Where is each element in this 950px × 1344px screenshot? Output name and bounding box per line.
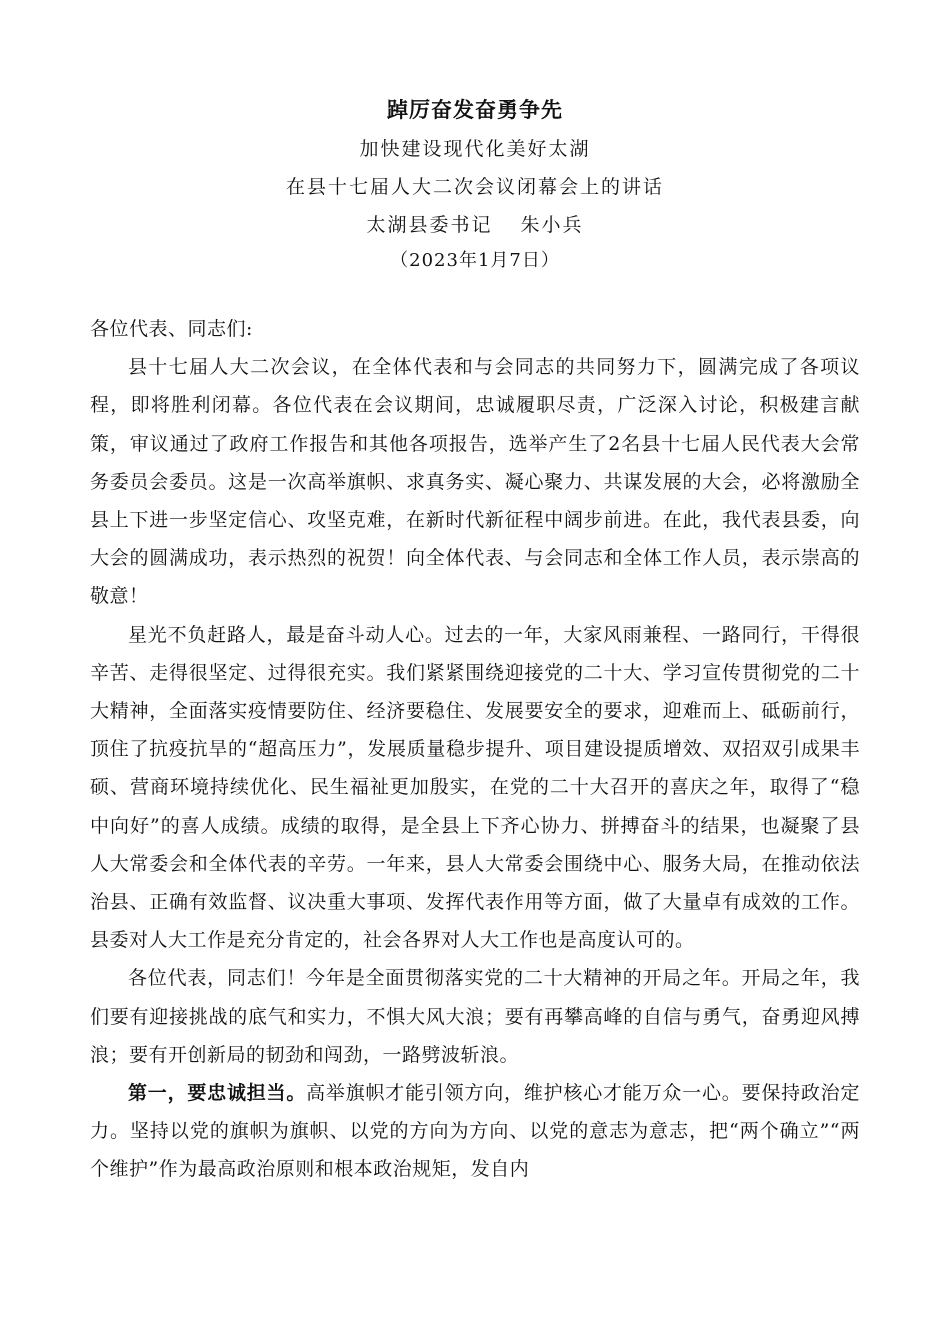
author-role: 太湖县委书记 [366,214,493,236]
paragraph-1: 县十七届人大二次会议，在全体代表和与会同志的共同努力下，圆满完成了各项议程，即将胜利闭幕。各位代表在会议期间，忠诚履职尽责，广泛深入讨论，积极建言献策，审议通过了政府工作报告和其他各项报告，选举产生了2名县十七届人民代表大会常务委员会委员。这是一次高举旗帜、求真务实、凝心聚力、共谋发展的大会，必将激励全县上下进一步坚定信心、攻坚克难，在新时代新征程中阔步前进。在此，我代表县委，向大会的圆满成功，表示热烈的祝贺！向全体代表、与会同志和全体工作人员，表示崇高的敬意！ [90,356,860,608]
paragraph-3: 各位代表，同志们！今年是全面贯彻落实党的二十大精神的开局之年。开局之年，我们要有迎接挑战的底气和实力，不惧大风大浪；要有再攀高峰的自信与勇气，奋勇迎风搏浪；要有开创新局的韧劲和闯劲，一路劈波斩浪。 [90,967,860,1066]
section-one-lead: 第一，要忠诚担当。 [128,1082,307,1105]
speech-occasion: 在县十七届人大二次会议闭幕会上的讲话 [285,176,664,198]
author-name: 朱小兵 [520,214,584,236]
section-one-text: 高举旗帜才能引领方向，维护核心才能万众一心。要保持政治定力。坚持以党的旗帜为旗帜、以党的方向为方向、以党的意志为意志，把“两个确立”“两个维护”作为最高政治原则和根本政治规矩，发自内 [90,1082,860,1181]
speech-body [90,310,860,1189]
paragraph-4 [90,1074,860,1189]
speech-author [0,210,950,237]
speech-title: 踔厉奋发奋勇争先 [387,97,563,122]
speech-subtitle: 加快建设现代化美好太湖 [359,138,591,160]
salutation: 各位代表、同志们: [90,318,253,340]
paragraph-2: 星光不负赶路人，最是奋斗动人心。过去的一年，大家风雨兼程、一路同行，干得很辛苦、走得很坚定、过得很充实。我们紧紧围绕迎接党的二十大、学习宣传贯彻党的二十大精神，全面落实疫情要防住、经济要稳住、发展要安全的要求，迎难而上、砥砺前行，顶住了抗疫抗旱的“超高压力”，发展质量稳步提升、项目建设提质增效、双招双引成果丰硕、营商环境持续优化、民生福祉更加殷实，在党的二十大召开的喜庆之年，取得了“稳中向好”的喜人成绩。成绩的取得，是全县上下齐心协力、拼搏奋斗的结果，也凝聚了县人大常委会和全体代表的辛劳。一年来，县人大常委会围绕中心、服务大局，在推动依法治县、正确有效监督、议决重大事项、发挥代表作用等方面，做了大量卓有成效的工作。县委对人大工作是充分肯定的，社会各界对人大工作也是高度认可的。 [90,623,860,952]
speech-date: （2023年1月7日） [390,250,560,271]
